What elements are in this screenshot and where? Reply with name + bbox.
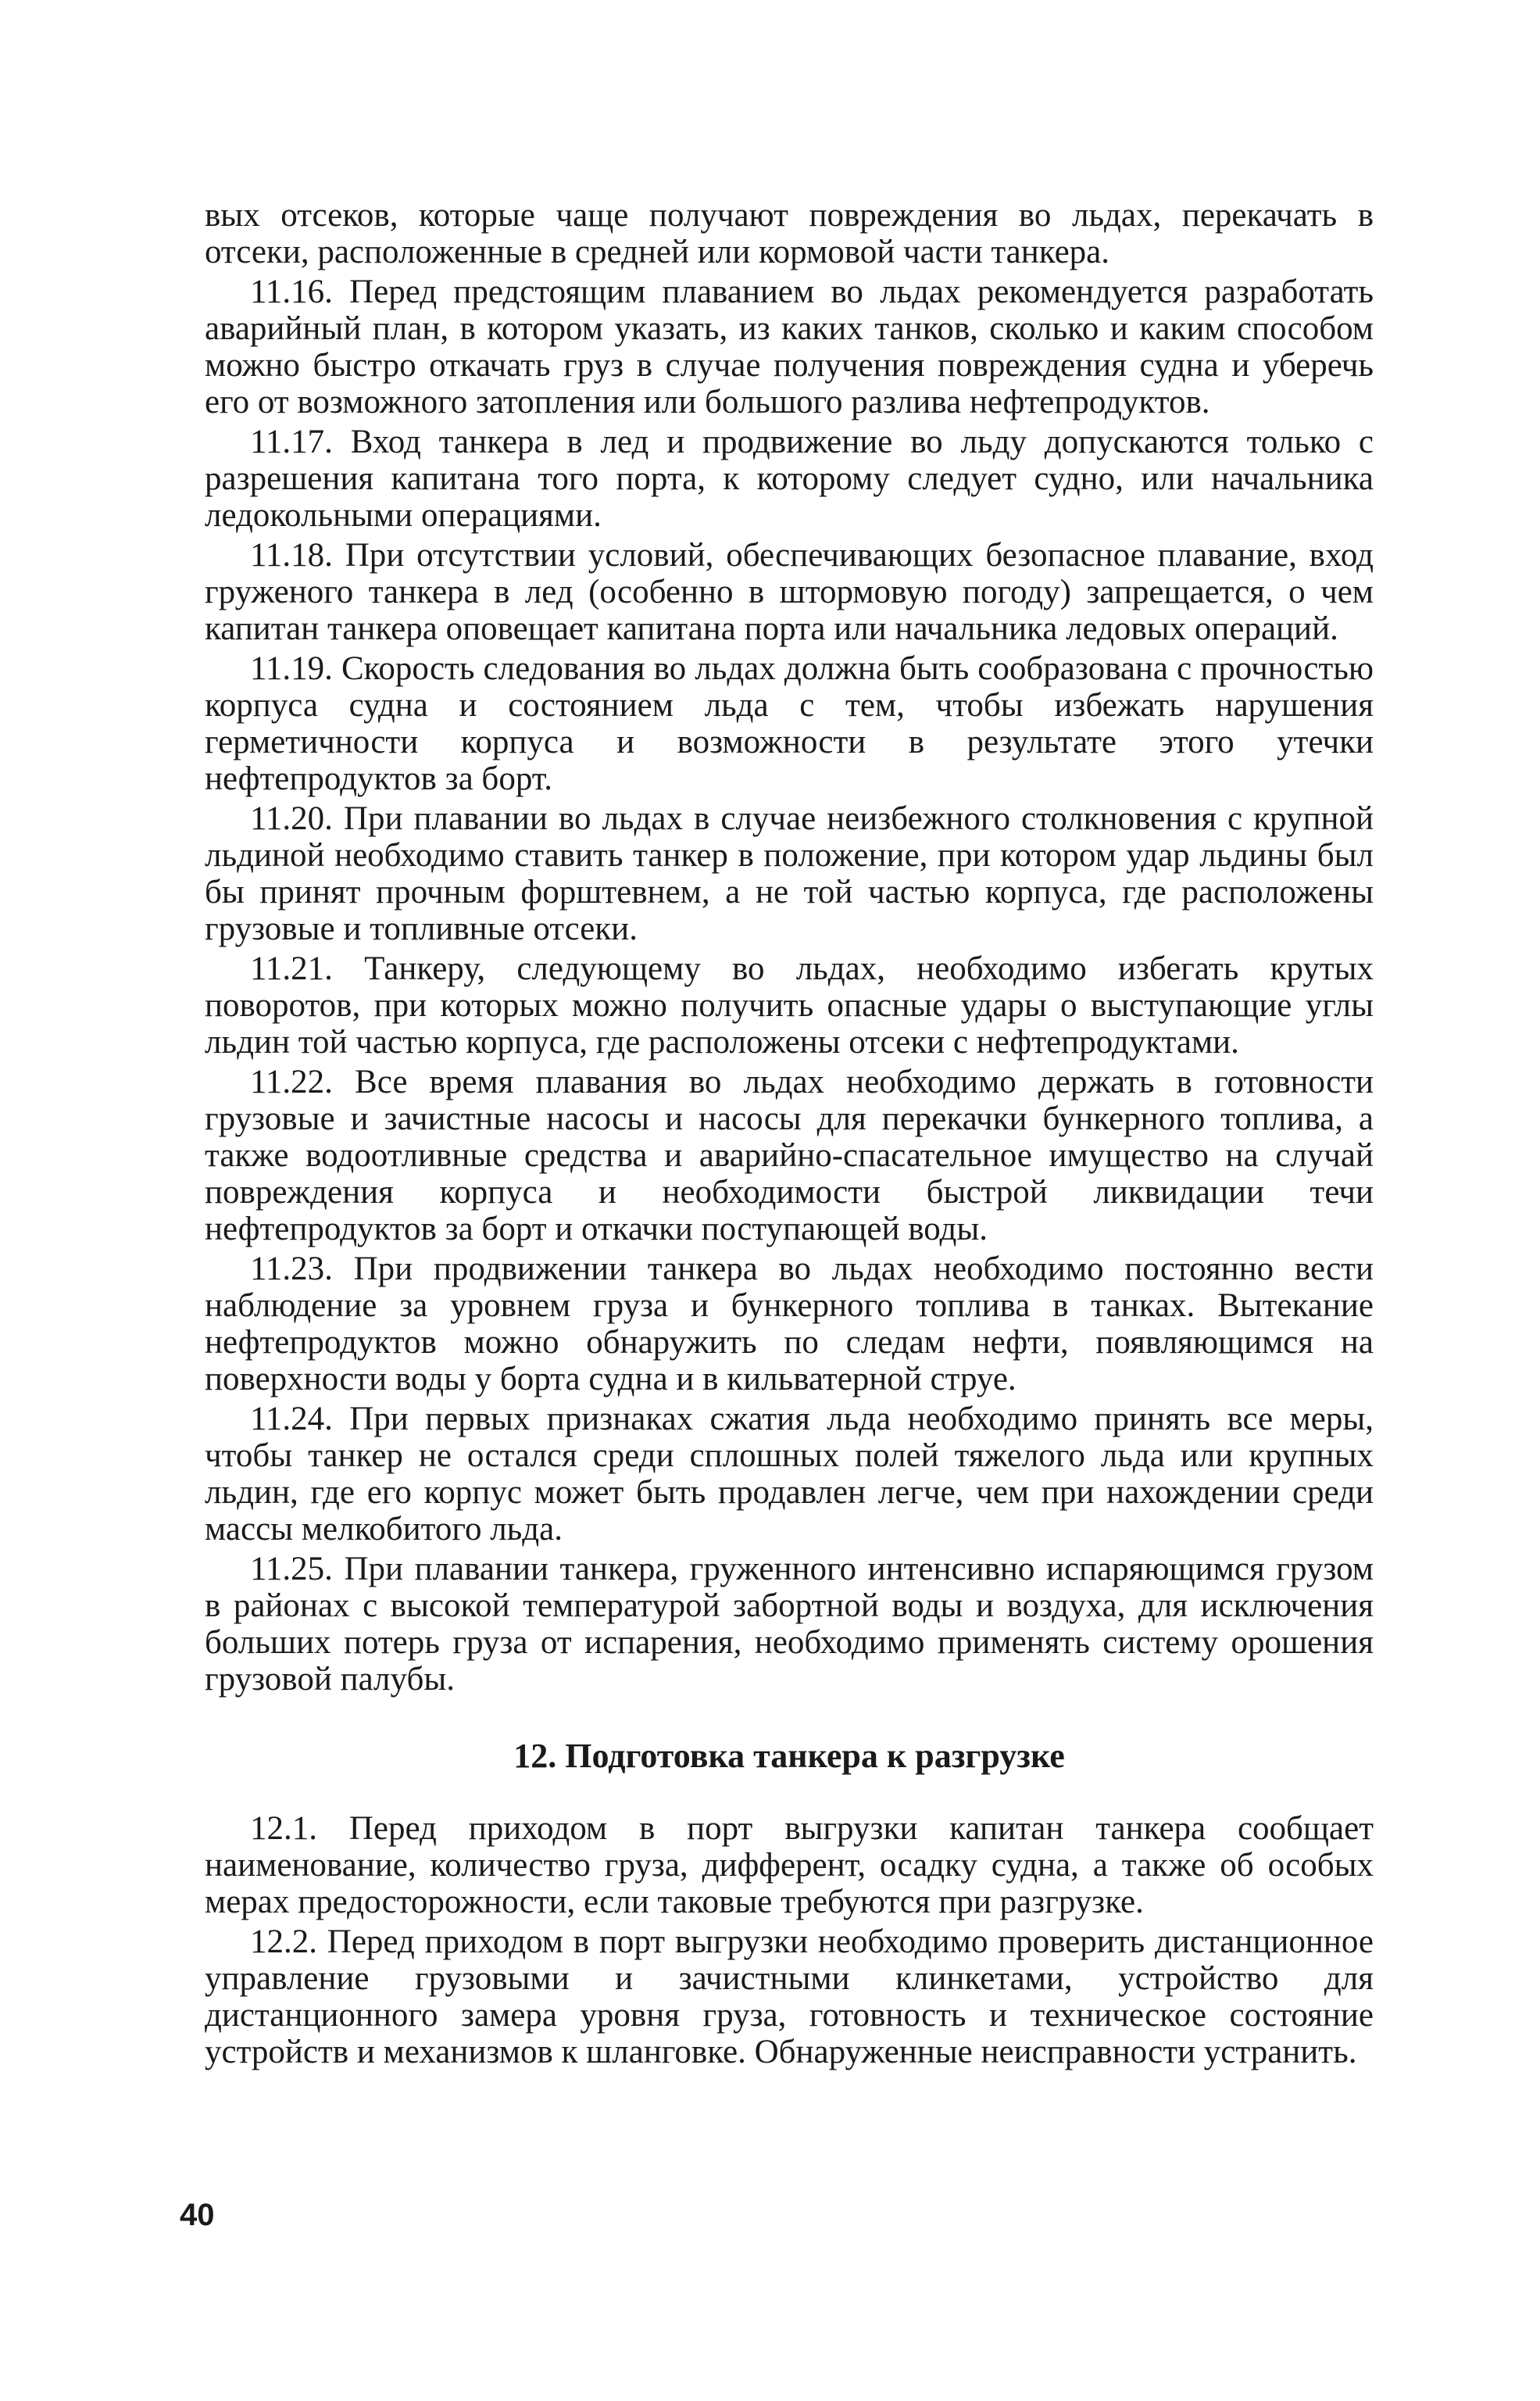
paragraph-11-19: 11.19. Скорость следования во льдах должна быть сообразована с прочностью корпуса судна и состоянием льда с тем, чтобы избежать нарушения герметичности корпуса и возможности в результате этого утечки нефтепродуктов за борт. bbox=[205, 650, 1374, 797]
page-number: 40 bbox=[180, 2198, 215, 2232]
paragraph-11-25: 11.25. При плавании танкера, груженного интенсивно испаряющимся грузом в районах с высокой температурой забортной воды и воздуха, для исключения больших потерь груза от испарения, необходимо применять систему орошения грузовой палубы. bbox=[205, 1551, 1374, 1698]
paragraph-11-23: 11.23. При продвижении танкера во льдах необходимо постоянно вести наблюдение за уровнем груза и бункерного топлива в танках. Вытекание нефтепродуктов можно обнаружить по следам нефти, появляющимся на поверхности воды у борта судна и в кильватерной струе. bbox=[205, 1251, 1374, 1397]
paragraph-11-20: 11.20. При плавании во льдах в случае неизбежного столкновения с крупной льдиной необходимо ставить танкер в положение, при котором удар льдины был бы принят прочным форштевнем, а не той частью корпуса, где расположены грузовые и топливные отсеки. bbox=[205, 800, 1374, 947]
section-heading: 12. Подготовка танкера к разгрузке bbox=[513, 1737, 1065, 1775]
paragraph-11-24: 11.24. При первых признаках сжатия льда необходимо принять все меры, чтобы танкер не остался среди сплошных полей тяжелого льда или крупных льдин, где его корпус может быть продавлен легче, чем при нахождении среди массы мелкобитого льда. bbox=[205, 1401, 1374, 1548]
paragraph-11-17: 11.17. Вход танкера в лед и продвижение во льду допускаются только с разрешения капитана того порта, к которому следует судно, или начальника ледокольными операциями. bbox=[205, 424, 1374, 534]
paragraph-12-1: 12.1. Перед приходом в порт выгрузки капитан танкера сообщает наименование, количество груза, дифферент, осадку судна, а также об особых мерах предосторожности, если таковые требуются при разгрузке. bbox=[205, 1810, 1374, 1920]
paragraph-11-21: 11.21. Танкеру, следующему во льдах, необходимо избегать крутых поворотов, при которых можно получить опасные удары о выступающие углы льдин той частью корпуса, где расположены отсеки с нефтепродуктами. bbox=[205, 950, 1374, 1061]
page-body bbox=[205, 197, 1374, 2074]
paragraph-11-22: 11.22. Все время плавания во льдах необходимо держать в готовности грузовые и зачистные насосы и насосы для перекачки бункерного топлива, а также водоотливные средства и аварийно-спасательное имущество на случай повреждения корпуса и необходимости быстрой ликвидации течи нефтепродуктов за борт и откачки поступающей воды. bbox=[205, 1064, 1374, 1247]
paragraph-11-16: 11.16. Перед предстоящим плаванием во льдах рекомендуется разработать аварийный план, в котором указать, из каких танков, сколько и каким способом можно быстро откачать груз в случае получения повреждения судна и уберечь его от возможного затопления или большого разлива нефтепродуктов. bbox=[205, 274, 1374, 420]
paragraph-continuation: вых отсеков, которые чаще получают повреждения во льдах, перекачать в отсеки, расположенные в средней или кормовой части танкера. bbox=[205, 197, 1374, 270]
paragraph-11-18: 11.18. При отсутствии условий, обеспечивающих безопасное плавание, вход груженого танкера в лед (особенно в штормовую погоду) запрещается, о чем капитан танкера оповещает капитана порта или начальника ледовых операций. bbox=[205, 537, 1374, 647]
paragraph-12-2: 12.2. Перед приходом в порт выгрузки необходимо проверить дистанционное управление грузовыми и зачистными клинкетами, устройство для дистанционного замера уровня груза, готовность и техническое состояние устройств и механизмов к шланговке. Обнаруженные неисправности устранить. bbox=[205, 1923, 1374, 2070]
